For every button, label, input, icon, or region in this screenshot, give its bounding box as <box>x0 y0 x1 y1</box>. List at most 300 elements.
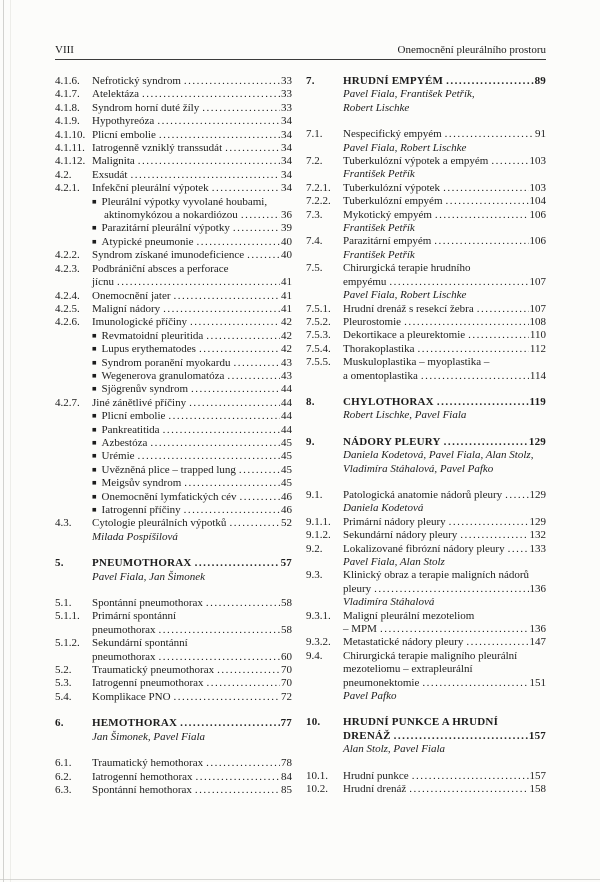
toc-section-entry <box>55 263 292 290</box>
toc-author-line <box>306 449 546 476</box>
dot-leader <box>163 303 280 316</box>
toc-line <box>55 236 292 249</box>
section-number: 9.3.1. <box>306 609 331 622</box>
entry-title: Malignita <box>92 155 135 168</box>
toc-line <box>55 155 292 168</box>
entry-title: ■ Revmatoidní pleuritida <box>92 329 204 342</box>
entry-title: mezoteliomu – extrapleurální <box>343 663 473 676</box>
page-ref: 45 <box>281 450 292 463</box>
dot-leader <box>138 450 280 463</box>
toc-section-entry <box>55 517 292 530</box>
dot-leader <box>168 410 280 423</box>
author-name: František Petřík <box>343 168 415 181</box>
toc-author-line <box>306 88 546 115</box>
section-number: 6.1. <box>55 757 72 770</box>
entry-title: Maligní nádory <box>92 302 161 315</box>
entry-title: Syndrom horní duté žíly <box>92 101 200 114</box>
page-ref: 77 <box>280 717 292 730</box>
entry-title: ■ Meigsův syndrom <box>92 477 182 490</box>
toc-author-line <box>306 249 546 262</box>
section-number: 4.3. <box>55 517 72 530</box>
toc-line <box>306 276 546 289</box>
toc-line <box>306 396 546 409</box>
section-number: 5.2. <box>55 664 72 677</box>
entry-title: ■ Atypické pneumonie <box>92 235 194 248</box>
section-number: 7.5.2. <box>306 315 331 328</box>
toc-section-entry <box>306 329 546 342</box>
dot-leader <box>389 276 528 289</box>
dot-leader <box>233 222 280 235</box>
toc-section-entry <box>55 115 292 128</box>
folio-page-number: VIII <box>55 44 74 56</box>
scan-edge-left-faint-line <box>10 0 11 882</box>
toc-section-entry <box>306 610 546 637</box>
entry-title: ■ Pankreatitida <box>92 423 160 436</box>
toc-section-entry <box>55 182 292 195</box>
page-ref: 45 <box>281 463 292 476</box>
page-ref: 110 <box>529 329 546 342</box>
entry-title: – MPM <box>343 623 377 636</box>
entry-title: Lokalizované fibrózní nádory pleury <box>343 542 505 555</box>
page-ref: 34 <box>281 155 292 168</box>
toc-line <box>55 370 292 383</box>
section-number: 7.2.1. <box>306 181 331 194</box>
toc-section-entry <box>55 316 292 329</box>
toc-line <box>306 343 546 356</box>
toc-line <box>55 209 292 222</box>
entry-title: Primární nádory pleury <box>343 515 446 528</box>
dot-leader <box>195 557 280 570</box>
bullet-square-icon: ■ <box>92 236 97 246</box>
dot-leader <box>174 691 280 704</box>
toc-bullet-entry <box>55 477 292 490</box>
toc-line <box>55 303 292 316</box>
section-number: 4.1.7. <box>55 88 80 101</box>
toc-line <box>55 450 292 463</box>
dot-leader <box>189 397 280 410</box>
toc-line <box>306 370 546 383</box>
dot-leader <box>445 128 534 141</box>
toc-line <box>55 624 292 637</box>
dot-leader <box>199 343 280 356</box>
section-number: 4.1.12. <box>55 155 86 168</box>
toc-line <box>306 610 546 623</box>
dot-leader <box>394 730 528 743</box>
toc-section-entry <box>55 757 292 770</box>
entry-title: ■ Uvězněná plice – trapped lung <box>92 463 236 476</box>
entry-title: ■ Sjögrenův syndrom <box>92 383 189 396</box>
bullet-square-icon: ■ <box>92 451 97 461</box>
section-number: 7.4. <box>306 235 323 248</box>
author-name: Robert Lischke <box>343 101 410 114</box>
section-number: 4.2. <box>55 168 72 181</box>
entry-title: Spontánní hemothorax <box>92 783 192 796</box>
page-ref: 44 <box>281 383 292 396</box>
toc-line <box>55 343 292 356</box>
entry-title: ■ Pleurální výpotky vyvolané houbami, <box>92 195 268 208</box>
toc-bullet-entry <box>55 424 292 437</box>
dot-leader <box>196 771 281 784</box>
toc-section-entry <box>55 142 292 155</box>
toc-chapter-entry <box>306 436 546 449</box>
page-ref: 129 <box>529 488 546 501</box>
toc-line <box>55 771 292 784</box>
toc-line <box>55 557 292 570</box>
toc-section-entry <box>55 75 292 88</box>
section-number: 7.2.2. <box>306 195 331 208</box>
bullet-square-icon: ■ <box>92 223 97 233</box>
dot-leader <box>444 436 528 449</box>
page-ref: 42 <box>281 329 292 342</box>
toc-author-line <box>306 222 546 235</box>
section-number: 5.1. <box>55 597 72 610</box>
author-name: Pavel Fiala, Jan Šimonek <box>92 570 206 583</box>
toc-line <box>306 529 546 542</box>
dot-leader <box>174 290 281 303</box>
page-ref: 34 <box>281 128 292 141</box>
entry-title: Iatrogenní pneumothorax <box>92 677 204 690</box>
toc-bullet-entry <box>55 383 292 396</box>
dot-leader <box>206 330 280 343</box>
toc-line <box>306 209 546 222</box>
toc-line <box>55 464 292 477</box>
page-ref: 89 <box>534 75 546 87</box>
entry-title: ■ Plicní embolie <box>92 410 166 423</box>
bullet-square-icon: ■ <box>92 357 97 367</box>
toc-section-entry <box>55 784 292 797</box>
toc-line <box>55 424 292 437</box>
entry-title: Muskuloplastika – myoplastika – <box>343 356 490 369</box>
entry-title: NÁDORY PLEURY <box>343 435 441 448</box>
page-ref: 103 <box>529 181 546 194</box>
toc-bullet-entry <box>55 491 292 504</box>
toc-bullet-entry <box>55 464 292 477</box>
running-title: Onemocnění pleurálního prostoru <box>397 44 546 56</box>
entry-title: Traumatický pneumothorax <box>92 664 215 677</box>
toc-line <box>306 88 546 101</box>
toc-column-right <box>306 75 546 797</box>
section-number: 4.2.1. <box>55 182 80 195</box>
page-ref: 136 <box>529 582 546 595</box>
toc-line <box>55 249 292 262</box>
page-ref: 136 <box>529 623 546 636</box>
toc-line <box>55 129 292 142</box>
toc-section-entry <box>306 489 546 502</box>
toc-author-line <box>306 168 546 181</box>
toc-line <box>306 222 546 235</box>
section-number: 9.4. <box>306 649 323 662</box>
toc-section-entry <box>306 529 546 542</box>
toc-bullet-entry <box>55 450 292 463</box>
page-ref: 108 <box>529 315 546 328</box>
toc-author-line <box>55 571 292 584</box>
toc-line <box>306 356 546 369</box>
entry-title: Jiné zánětlivé příčiny <box>92 396 187 409</box>
section-number: 4.1.9. <box>55 115 80 128</box>
dot-leader <box>157 115 280 128</box>
entry-title: Cytologie pleurálních výpotků <box>92 517 227 530</box>
entry-title: empyému <box>343 275 387 288</box>
toc-section-entry <box>55 677 292 690</box>
toc-line <box>306 583 546 596</box>
dot-leader <box>142 88 280 101</box>
toc-author-line <box>306 502 546 515</box>
entry-title: ■ Iatrogenní příčiny <box>92 504 181 516</box>
toc-line <box>55 517 292 530</box>
section-number: 9.3.2. <box>306 636 331 649</box>
section-number: 4.2.2. <box>55 249 80 262</box>
toc-line <box>55 651 292 664</box>
page-ref: 34 <box>281 182 292 195</box>
entry-title: Hrudní drenáž <box>343 783 407 796</box>
toc-section-entry <box>306 235 546 248</box>
toc-line <box>306 155 546 168</box>
toc-section-entry <box>306 155 546 168</box>
toc-line <box>55 410 292 423</box>
entry-title: pneumothorax <box>92 623 156 636</box>
toc-bullet-entry <box>55 357 292 370</box>
toc-line <box>55 169 292 182</box>
toc-line <box>306 783 546 796</box>
section-number: 7.5.4. <box>306 342 331 355</box>
page-ref: 107 <box>529 275 546 288</box>
toc-line <box>55 182 292 195</box>
page-ref: 70 <box>281 677 292 690</box>
section-number: 4.1.10. <box>55 128 86 141</box>
dot-leader <box>241 209 280 222</box>
page-ref: 36 <box>281 209 292 222</box>
page-ref: 52 <box>281 517 292 530</box>
entry-title: Spontánní pneumothorax <box>92 597 203 610</box>
toc-section-entry <box>55 771 292 784</box>
toc-line <box>306 716 546 729</box>
page-ref: 40 <box>281 235 292 248</box>
bullet-square-icon: ■ <box>92 196 97 206</box>
entry-title: HEMOTHORAX <box>92 717 178 730</box>
page-header <box>55 44 546 60</box>
dot-leader <box>247 249 280 262</box>
toc-line <box>306 329 546 342</box>
author-name: Vladimíra Stáhalová <box>343 596 435 609</box>
section-number: 7.3. <box>306 208 323 221</box>
section-number: 4.1.11. <box>55 142 85 155</box>
section-number: 9. <box>306 435 315 448</box>
toc-section-entry <box>55 664 292 677</box>
dot-leader <box>460 529 528 542</box>
entry-title: Klinický obraz a terapie maligních nádorů <box>343 569 530 582</box>
author-name: Daniela Kodetová <box>343 502 424 515</box>
section-number: 9.2. <box>306 542 323 555</box>
toc-author-line <box>306 743 546 756</box>
entry-title: Podbrániční absces a perforace <box>92 262 229 275</box>
page-ref: 157 <box>528 729 546 742</box>
toc-line <box>55 290 292 303</box>
section-number: 7.5.5. <box>306 356 331 369</box>
toc-line <box>55 276 292 289</box>
section-number: 4.1.6. <box>55 75 80 87</box>
entry-title: pneumonektomie <box>343 676 420 689</box>
toc-line <box>55 491 292 504</box>
entry-title: DRENÁŽ <box>343 729 391 742</box>
entry-title: Onemocnění jater <box>92 289 171 302</box>
toc-section-entry <box>55 155 292 168</box>
page-ref: 58 <box>281 597 292 610</box>
page-ref: 39 <box>281 222 292 235</box>
entry-title: Iatrogenně vzniklý transsudát <box>92 142 223 155</box>
toc-line <box>55 757 292 770</box>
entry-title: Tuberkulózní empyém <box>343 195 443 208</box>
page-ref: 132 <box>529 529 546 542</box>
section-number: 4.2.6. <box>55 316 80 329</box>
toc-line <box>55 531 292 544</box>
toc-section-entry <box>306 195 546 208</box>
toc-section-entry <box>55 88 292 101</box>
dot-leader <box>206 597 280 610</box>
dot-leader <box>184 75 280 88</box>
toc-line <box>55 477 292 490</box>
toc-author-line <box>55 731 292 744</box>
toc-bullet-entry <box>55 222 292 235</box>
toc-section-entry <box>306 343 546 356</box>
toc-section-entry <box>55 102 292 115</box>
page-ref: 34 <box>281 142 292 155</box>
page-ref: 41 <box>281 276 292 289</box>
page-ref: 45 <box>281 436 292 449</box>
bullet-square-icon: ■ <box>92 384 97 394</box>
toc-section-entry <box>306 262 546 289</box>
page-ref: 40 <box>281 249 292 262</box>
toc-line <box>55 691 292 704</box>
page-ref: 147 <box>529 636 546 649</box>
section-number: 4.2.3. <box>55 262 80 275</box>
dot-leader <box>409 783 528 796</box>
bullet-square-icon: ■ <box>92 505 97 514</box>
page-ref: 129 <box>528 435 546 448</box>
toc-line <box>55 597 292 610</box>
entry-title: jícnu <box>92 276 114 289</box>
toc-line <box>306 316 546 329</box>
page-ref: 46 <box>281 490 292 503</box>
entry-title: Pleurostomie <box>343 315 402 328</box>
dot-leader <box>508 543 529 556</box>
toc-section-entry <box>55 129 292 142</box>
bullet-square-icon: ■ <box>92 424 97 434</box>
toc-line <box>55 222 292 235</box>
toc-line <box>55 571 292 584</box>
section-number: 8. <box>306 395 315 408</box>
toc-line <box>306 463 546 476</box>
entry-title: Dekortikace a pleurektomie <box>343 329 466 342</box>
page-ref: 91 <box>535 128 546 141</box>
entry-title: HRUDNÍ PUNKCE A HRUDNÍ <box>343 716 499 729</box>
dot-leader <box>434 235 528 248</box>
dot-leader <box>159 651 280 664</box>
page-ref: 34 <box>281 168 292 181</box>
dot-leader <box>446 75 534 88</box>
author-name: František Petřík <box>343 222 415 235</box>
toc-column-left <box>55 75 292 797</box>
toc-section-entry <box>306 650 546 690</box>
toc-line <box>55 357 292 370</box>
toc-line <box>55 677 292 690</box>
toc-line <box>306 489 546 502</box>
section-number: 5.1.2. <box>55 637 80 650</box>
toc-author-line <box>306 409 546 422</box>
toc-chapter-entry <box>55 557 292 570</box>
toc-line <box>55 115 292 128</box>
bullet-square-icon: ■ <box>92 478 97 488</box>
dot-leader <box>190 316 280 329</box>
dot-leader <box>240 491 280 504</box>
toc-line <box>306 449 546 462</box>
page-ref: 151 <box>529 676 546 689</box>
page-ref: 112 <box>529 342 546 355</box>
section-number: 9.3. <box>306 569 323 582</box>
dot-leader <box>466 636 528 649</box>
page-ref: 33 <box>281 101 292 114</box>
entry-title: Nespecifický empyém <box>343 128 442 141</box>
toc-line <box>55 88 292 101</box>
author-name: Alan Stolz, Pavel Fiala <box>343 743 446 756</box>
page-ref: 70 <box>281 664 292 677</box>
toc-line <box>55 75 292 88</box>
toc-author-line <box>306 556 546 569</box>
toc-line <box>306 128 546 141</box>
entry-title: ■ Lupus erythematodes <box>92 343 196 356</box>
dot-leader <box>229 517 280 530</box>
section-number: 10.2. <box>306 783 328 796</box>
dot-leader <box>437 396 529 409</box>
toc-section-entry <box>55 249 292 262</box>
toc-line <box>306 663 546 676</box>
section-number: 4.2.7. <box>55 396 80 409</box>
toc-section-entry <box>306 569 546 596</box>
toc-section-entry <box>306 636 546 649</box>
section-number: 4.1.8. <box>55 101 80 114</box>
toc-section-entry <box>306 128 546 141</box>
toc-line <box>306 436 546 449</box>
section-number: 7.5. <box>306 262 323 275</box>
page-ref: 72 <box>281 690 292 703</box>
section-number: 7.1. <box>306 128 323 141</box>
author-name: Robert Lischke, Pavel Fiala <box>343 409 467 422</box>
toc-section-entry <box>306 316 546 329</box>
dot-leader <box>239 464 280 477</box>
toc-chapter-entry <box>55 717 292 730</box>
entry-title: Sekundární nádory pleury <box>343 529 458 542</box>
dot-leader <box>207 677 281 690</box>
toc-bullet-entry <box>55 196 292 223</box>
page-ref: 114 <box>529 369 546 382</box>
entry-title: Nefrotický syndrom <box>92 75 181 87</box>
toc-section-entry <box>55 637 292 664</box>
toc-line <box>55 383 292 396</box>
bullet-square-icon: ■ <box>92 370 97 380</box>
entry-title: ■ Parazitární pleurální výpotky <box>92 222 230 235</box>
dot-leader <box>435 209 529 222</box>
page-ref: 57 <box>280 557 292 570</box>
dot-leader <box>117 276 280 289</box>
entry-title: Tuberkulózní výpotek <box>343 181 441 194</box>
toc-line <box>55 397 292 410</box>
toc-author-line <box>306 690 546 703</box>
dot-leader <box>180 717 279 730</box>
toc-bullet-entry <box>55 504 292 517</box>
page-ref: 133 <box>529 542 546 555</box>
dot-leader <box>159 624 280 637</box>
entry-title: Hrudní punkce <box>343 769 409 782</box>
section-number: 7.5.3. <box>306 329 331 342</box>
